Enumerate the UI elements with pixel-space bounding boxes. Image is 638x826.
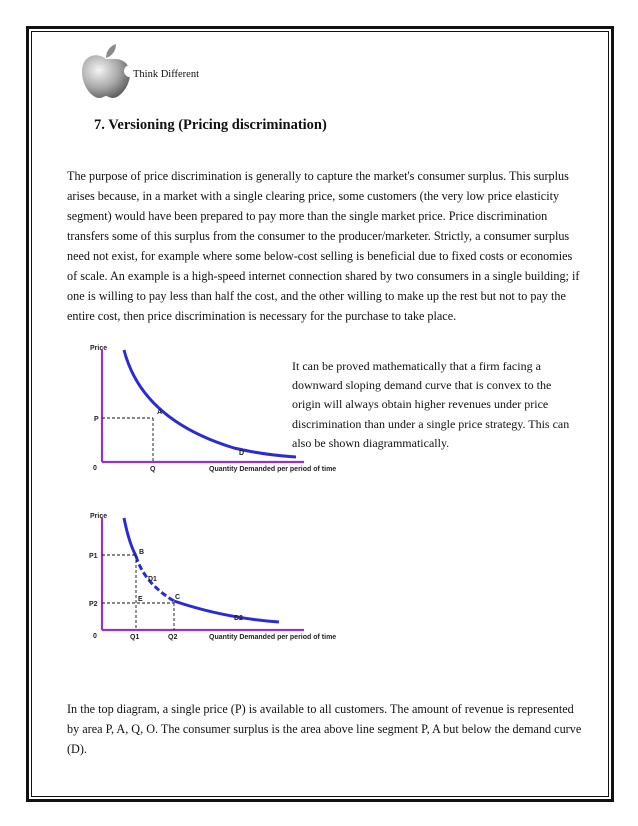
point-label-a: A bbox=[157, 409, 163, 416]
side-paragraph: It can be proved mathematically that a firm facing a downward sloping demand curve that is convex to the origin will always obtain higher revenues under price discrimination than under a single price strategy. This can also be shown diagrammatically. bbox=[292, 359, 570, 450]
y-axis-label: Price bbox=[90, 345, 108, 352]
tick-label-q1: Q1 bbox=[130, 634, 140, 641]
origin-label: 0 bbox=[93, 465, 97, 472]
apple-logo-icon bbox=[78, 42, 134, 100]
origin-label: 0 bbox=[93, 633, 97, 640]
conclusion-paragraph: In the top diagram, a single price (P) is available to all customers. The amount of revenue is represented by area P, A, Q, O. The consumer surplus is the area above line segment P, A but below the demand curve (D). bbox=[67, 702, 582, 756]
tick-label-p2: P2 bbox=[89, 601, 98, 608]
point-label-c: C bbox=[175, 594, 181, 601]
tick-label-q2: Q2 bbox=[168, 634, 178, 641]
x-axis-label: Quantity Demanded per period of time bbox=[209, 634, 337, 641]
demand-curve bbox=[124, 350, 296, 457]
tick-label-p1: P1 bbox=[89, 553, 98, 560]
section-heading: 7. Versioning (Pricing discrimination) bbox=[94, 117, 327, 133]
tick-label-q: Q bbox=[150, 466, 156, 473]
point-label-b: B bbox=[139, 549, 145, 556]
price-discrimination-diagram bbox=[84, 508, 337, 658]
logo-caption: Think Different bbox=[133, 69, 199, 80]
point-label-e: E bbox=[138, 596, 143, 603]
demand-curve-segment-1 bbox=[124, 518, 136, 556]
demand-curve-segment-3 bbox=[174, 601, 279, 622]
y-axis-label: Price bbox=[90, 513, 108, 520]
single-price-diagram bbox=[84, 340, 337, 490]
curve-label-d2: D2 bbox=[234, 615, 243, 622]
x-axis-label: Quantity Demanded per period of time bbox=[209, 466, 337, 473]
intro-paragraph: The purpose of price discrimination is generally to capture the market's consumer surplus. This surplus arises because, in a market with a single clearing price, some customers (the very low price elasticity segment) would have been prepared to pay more than the single market price. Price discrimination transfers some of this surplus from the consumer to the producer/marketer. Strictly, a consumer surplus need not exist, for example where some below-cost selling is beneficial due to fixed costs or economies of scale. An example is a high-speed internet connection shared by two consumers in a single building; if one is willing to pay less than half the cost, and the other willing to make up the rest but not to pay the entire cost, then price discrimination is necessary for the purchase to take place. bbox=[67, 169, 580, 323]
tick-label-p: P bbox=[94, 416, 99, 423]
curve-label-d: D bbox=[239, 450, 245, 457]
curve-label-d1: D1 bbox=[148, 576, 157, 583]
